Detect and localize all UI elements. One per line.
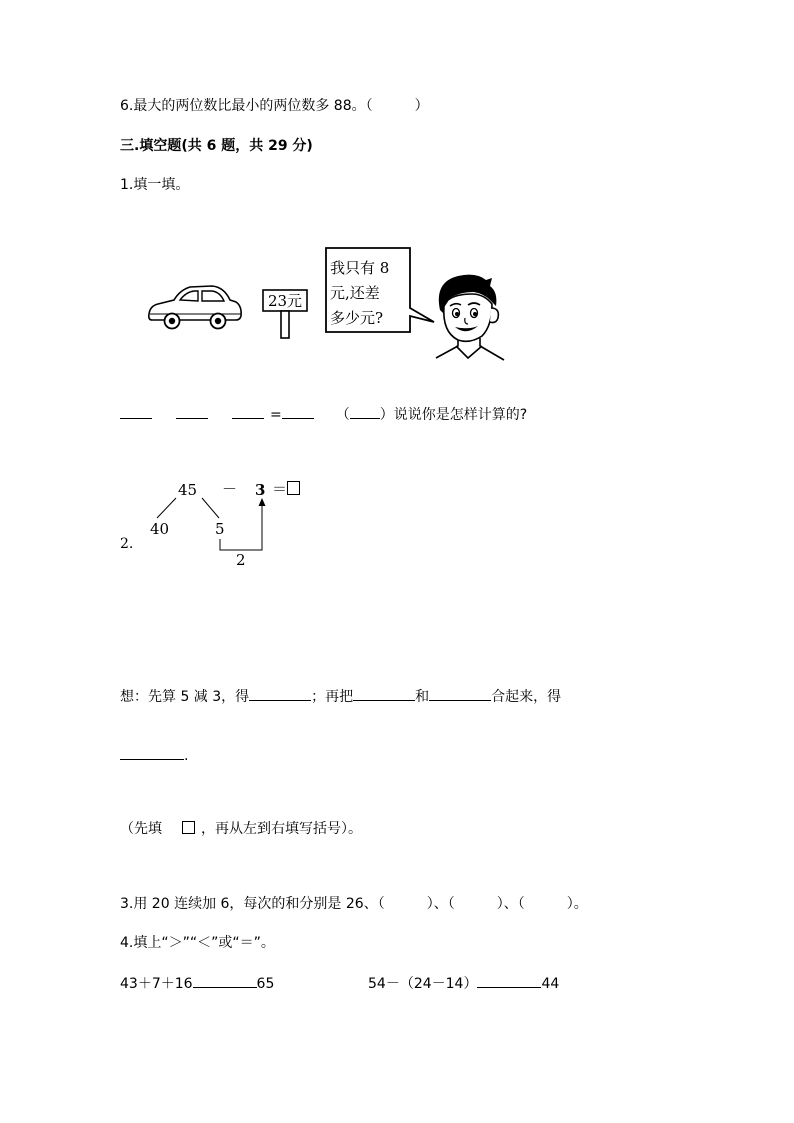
difference: 2 — [236, 551, 246, 569]
think-text-3: 和 — [415, 689, 430, 705]
problem-4-title: 4.填上“＞”“＜”或“＝”。 — [120, 935, 275, 951]
split-right: 5 — [215, 520, 225, 538]
explain-prompt: 说说你是怎样计算的? — [393, 407, 528, 423]
compare-1 — [120, 974, 274, 993]
car-illustration — [146, 280, 244, 332]
minus-sign: － — [222, 480, 238, 498]
fill-note — [120, 820, 362, 838]
answer-blank-result[interactable] — [282, 405, 314, 419]
price-tag-label: 23元 — [267, 292, 303, 310]
problem-1-equation — [120, 405, 527, 424]
think-blank-2[interactable] — [353, 687, 415, 701]
minuend: 45 — [178, 481, 198, 499]
think-text-4: 合起来，得 — [491, 689, 562, 705]
answer-blank-3[interactable] — [232, 405, 264, 419]
answer-box[interactable] — [287, 481, 300, 495]
compare-1-rhs: 65 — [256, 976, 275, 992]
think-text-1: 想：先算 5 减 3，得 — [120, 689, 250, 705]
answer-blank-2[interactable] — [176, 405, 208, 419]
section-heading: 三.填空题(共 6 题，共 29 分) — [120, 138, 313, 154]
think-text-2: ；再把 — [311, 689, 354, 705]
answer-blank-1[interactable] — [120, 405, 152, 419]
boy-illustration — [428, 270, 508, 364]
problem-3: 3.用 20 连续加 6，每次的和分别是 26、（ ）、（ ）、（ ）。 — [120, 896, 588, 912]
result-line — [120, 746, 188, 765]
split-left: 40 — [150, 520, 170, 538]
note-text-1: （先填 — [120, 821, 162, 837]
speech-text — [330, 256, 389, 331]
compare-2-blank[interactable] — [477, 974, 541, 988]
compare-1-blank[interactable] — [193, 974, 257, 988]
speech-line-3: 多少元? — [330, 309, 384, 327]
equals-sign: = — [270, 407, 282, 423]
compare-2 — [368, 974, 559, 993]
note-text-2: ，再从左到右填写括号）。 — [201, 821, 362, 837]
speech-line-1: 我只有 8 — [330, 259, 390, 277]
paren-close: ） — [379, 407, 394, 423]
equation-equals — [272, 480, 300, 498]
think-line — [120, 687, 561, 706]
subtrahend: 3 — [255, 481, 266, 499]
note-box-icon — [182, 821, 195, 834]
compare-2-expr: 54－（24－14） — [368, 976, 478, 992]
compare-1-expr: 43＋7＋16 — [120, 976, 193, 992]
problem-1-title: 1.填一填。 — [120, 177, 190, 193]
result-blank[interactable] — [120, 746, 184, 760]
period: . — [184, 748, 189, 764]
think-blank-1[interactable] — [249, 687, 311, 701]
paren-open: （ — [335, 407, 350, 423]
question-6: 6.最大的两位数比最小的两位数多 88。（ ） — [120, 98, 429, 114]
compare-2-rhs: 44 — [541, 976, 560, 992]
think-blank-3[interactable] — [429, 687, 491, 701]
speech-line-2: 元,还差 — [330, 284, 380, 302]
equals-sign: ＝ — [272, 480, 288, 498]
problem-2-number: 2. — [120, 536, 134, 552]
unit-blank[interactable] — [350, 405, 380, 419]
